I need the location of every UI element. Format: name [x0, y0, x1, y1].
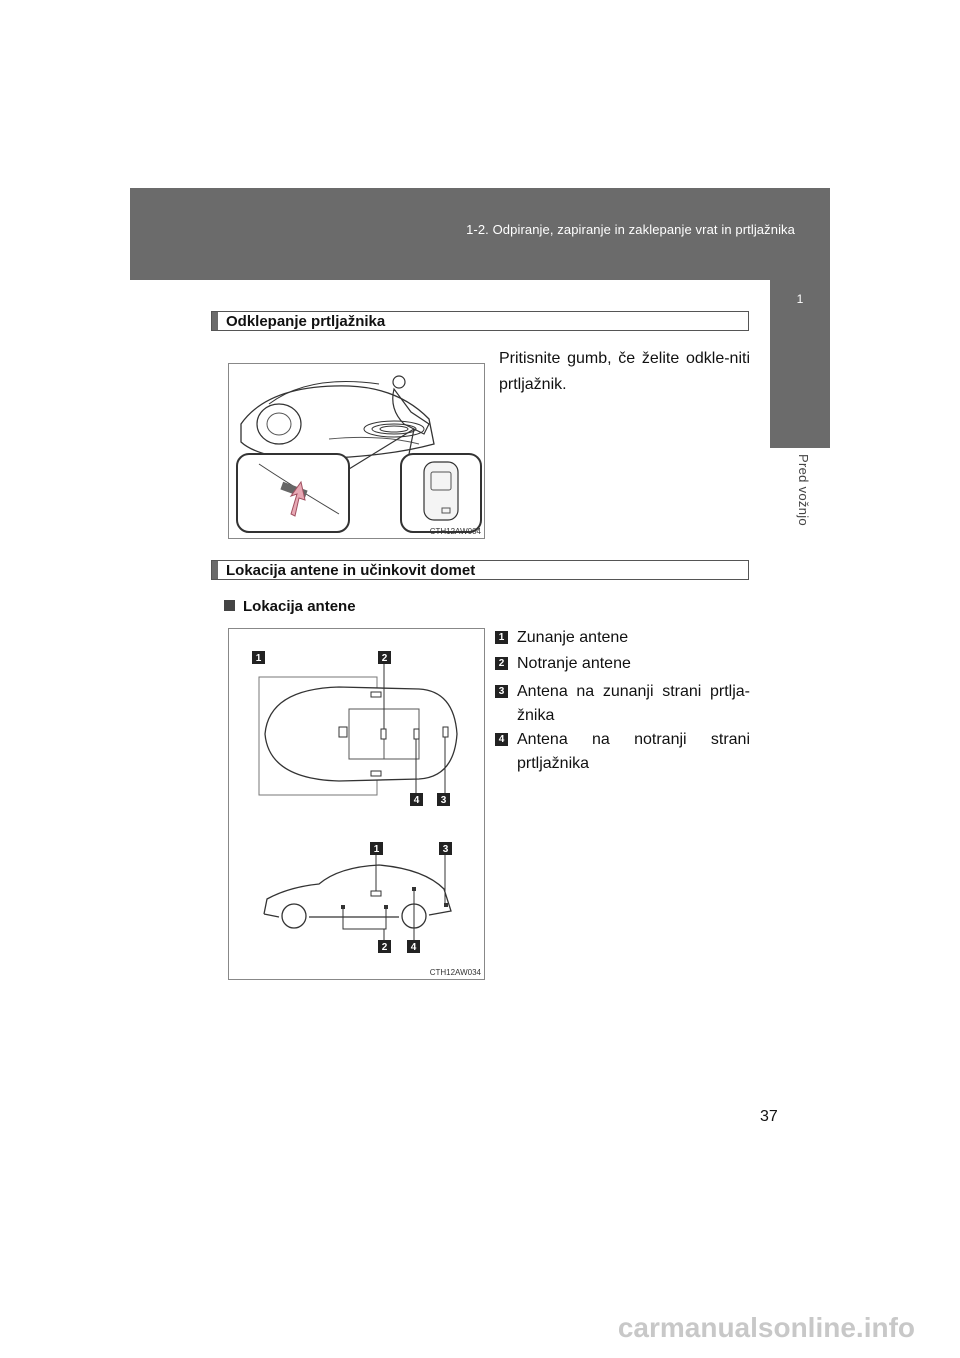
trunk-unlock-instruction: Pritisnite gumb, če želite odkle-niti prtljažnik.	[499, 350, 750, 393]
svg-text:2: 2	[381, 653, 388, 664]
chapter-title: 1-2. Odpiranje, zapiranje in zaklepanje vrat in prtljažnika	[466, 222, 795, 237]
svg-text:3: 3	[440, 795, 447, 806]
chapter-label: Pred vožnjo	[796, 454, 811, 526]
legend-text: Antena na notranji strani prtljažnika	[517, 731, 750, 772]
subheading-text: Lokacija antene	[243, 598, 356, 615]
svg-text:4: 4	[413, 795, 420, 806]
legend-text: Zunanje antene	[517, 629, 629, 646]
chapter-tab	[770, 280, 830, 448]
trunk-unlock-illustration	[229, 364, 484, 538]
svg-text:1: 1	[255, 653, 262, 664]
watermark: carmanualsonline.info	[617, 1312, 915, 1343]
svg-text:4: 4	[410, 942, 417, 953]
svg-text:1: 1	[373, 844, 380, 855]
header-band	[130, 188, 830, 280]
section-heading-text: Odklepanje prtljažnika	[226, 313, 386, 330]
antenna-location-figure	[228, 628, 485, 980]
square-bullet-icon	[224, 600, 235, 611]
trunk-unlock-figure	[228, 363, 485, 539]
heading-bar	[212, 312, 218, 330]
number-badge: 4	[495, 733, 508, 746]
number-badge: 1	[495, 631, 508, 644]
number-badge: 3	[495, 685, 508, 698]
legend-text: Antena na zunanji strani prtlja-žnika	[517, 683, 750, 724]
section-heading-trunk-unlock	[211, 311, 749, 331]
chapter-number: 1	[796, 292, 804, 306]
chapter-side-label	[774, 446, 830, 546]
antenna-diagram	[229, 629, 484, 979]
subheading	[224, 598, 356, 615]
page-number: 37	[760, 1108, 778, 1125]
svg-text:2: 2	[381, 942, 388, 953]
heading-bar	[212, 561, 218, 579]
legend-text: Notranje antene	[517, 655, 631, 672]
svg-text:3: 3	[442, 844, 449, 855]
section-heading-antenna	[211, 560, 749, 580]
figure-code: CTH12AW034	[429, 968, 481, 977]
figure-code: CTH12AW004	[429, 527, 481, 536]
section-heading-text: Lokacija antene in učinkovit domet	[226, 562, 476, 579]
number-badge: 2	[495, 657, 508, 670]
